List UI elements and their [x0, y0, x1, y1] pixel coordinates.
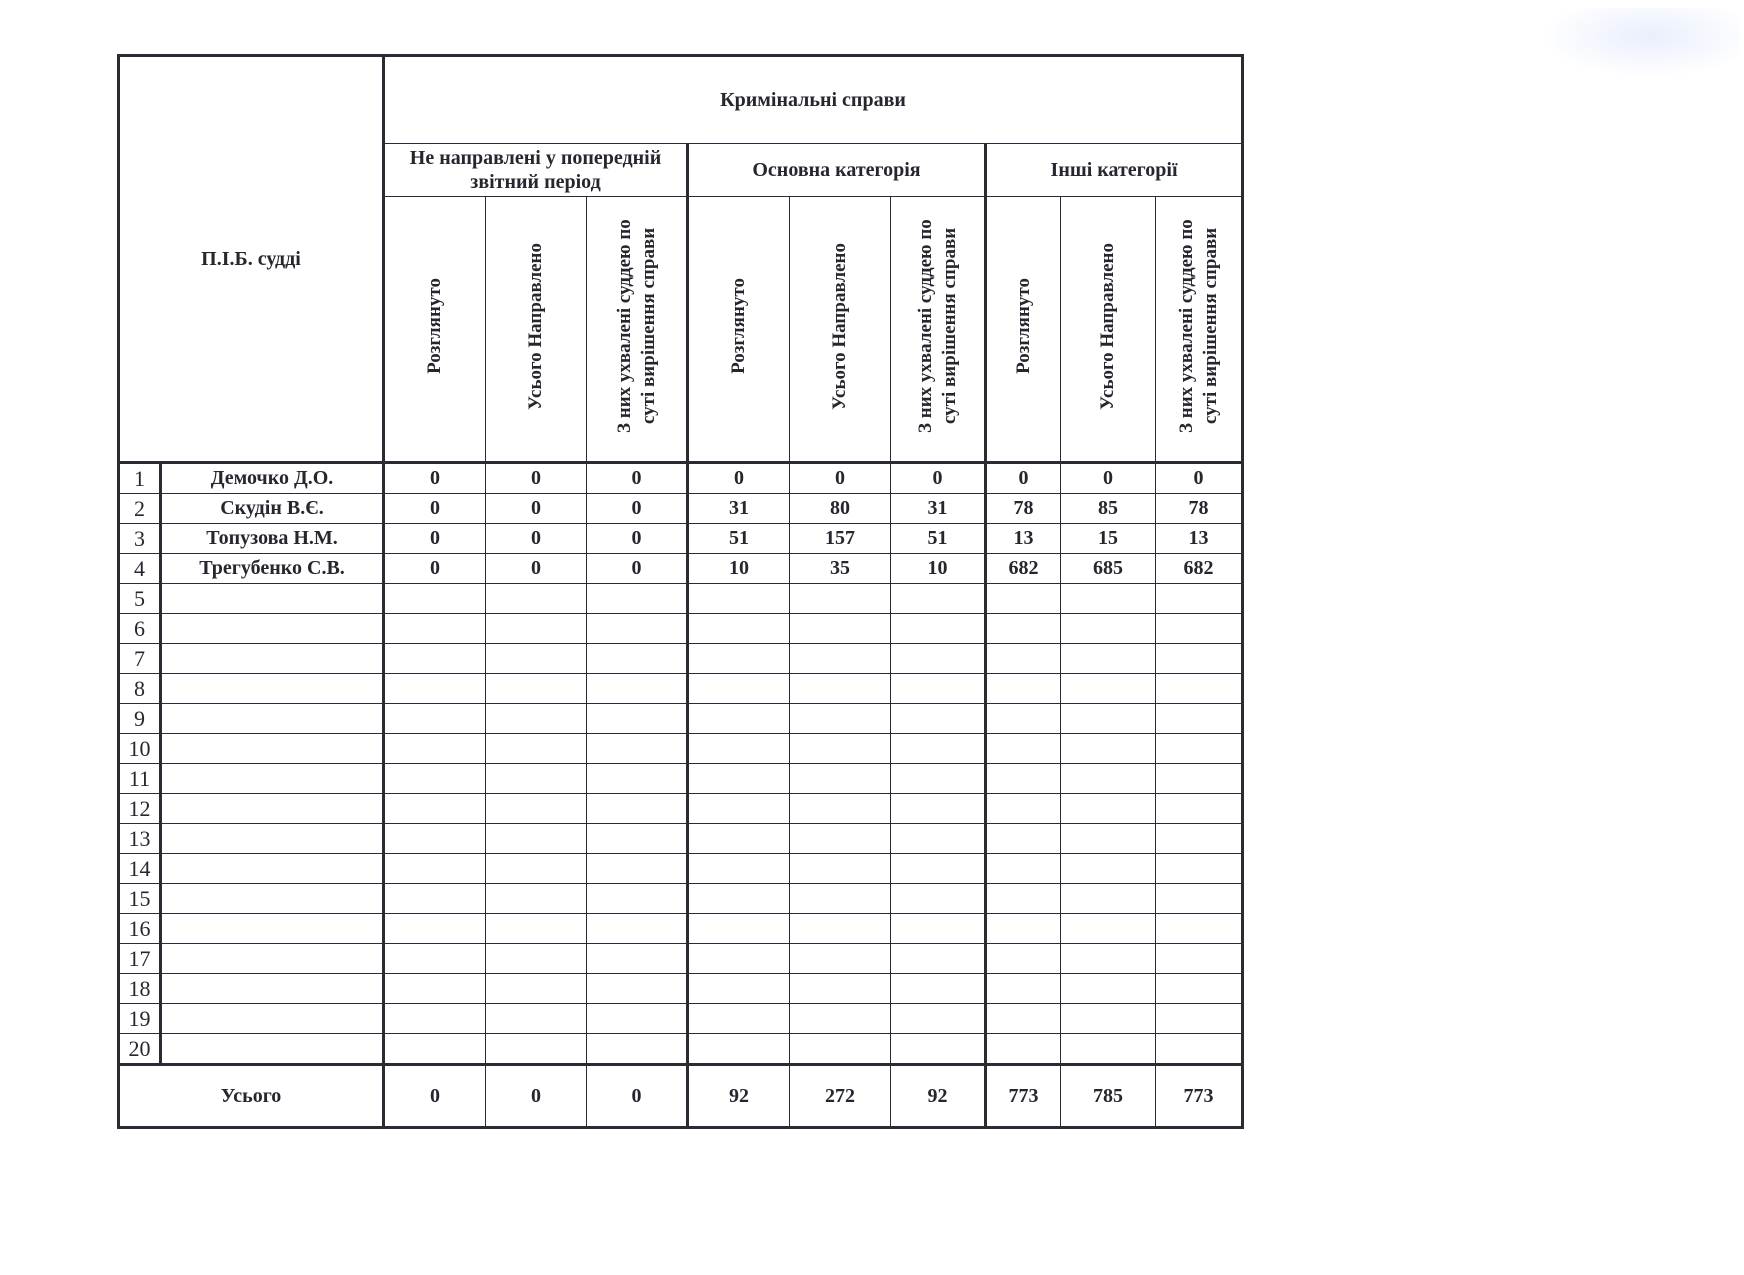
value-cell: 0 — [790, 463, 891, 494]
value-cell: 78 — [986, 494, 1061, 524]
total-value-cell: 0 — [486, 1065, 587, 1128]
total-value-cell: 272 — [790, 1065, 891, 1128]
table-row — [119, 584, 1243, 614]
value-cell: 0 — [384, 463, 486, 494]
value-cell — [688, 824, 790, 854]
value-cell — [688, 764, 790, 794]
value-cell — [986, 884, 1061, 914]
judge-name-cell — [161, 944, 384, 974]
row-number: 16 — [119, 914, 161, 944]
row-number: 15 — [119, 884, 161, 914]
value-cell — [790, 794, 891, 824]
value-cell — [688, 614, 790, 644]
value-cell: 0 — [1061, 463, 1156, 494]
subcolumn-header-label: З них ухвалені суддею по суті вирішення справи — [613, 219, 659, 433]
row-number: 1 — [119, 463, 161, 494]
value-cell — [486, 1004, 587, 1034]
scan-smudge — [1540, 8, 1740, 78]
table-row — [119, 764, 1243, 794]
total-value-cell: 92 — [688, 1065, 790, 1128]
row-number: 3 — [119, 524, 161, 554]
value-cell: 51 — [688, 524, 790, 554]
total-value-cell: 0 — [587, 1065, 688, 1128]
value-cell — [384, 764, 486, 794]
value-cell — [1156, 1034, 1243, 1065]
value-cell — [486, 644, 587, 674]
value-cell — [891, 614, 986, 644]
value-cell — [1061, 854, 1156, 884]
subcolumn-header — [790, 197, 891, 463]
total-value-cell: 0 — [384, 1065, 486, 1128]
row-number: 18 — [119, 974, 161, 1004]
value-cell — [688, 854, 790, 884]
value-cell — [587, 614, 688, 644]
value-cell — [1156, 974, 1243, 1004]
subcolumn-header-label: Розглянуто — [424, 278, 445, 374]
value-cell — [986, 644, 1061, 674]
value-cell — [587, 674, 688, 704]
value-cell — [384, 674, 486, 704]
value-cell: 80 — [790, 494, 891, 524]
value-cell — [986, 794, 1061, 824]
judge-name-column-header: П.І.Б. судді — [119, 56, 384, 463]
value-cell: 13 — [986, 524, 1061, 554]
subcolumn-header-label: З них ухвалені суддею по суті вирішення справи — [1175, 219, 1221, 433]
value-cell — [688, 584, 790, 614]
table-row — [119, 463, 1243, 494]
value-cell — [688, 944, 790, 974]
value-cell — [688, 884, 790, 914]
judge-name-cell — [161, 764, 384, 794]
value-cell — [891, 884, 986, 914]
value-cell — [587, 944, 688, 974]
value-cell: 51 — [891, 524, 986, 554]
value-cell — [986, 674, 1061, 704]
value-cell: 682 — [986, 554, 1061, 584]
row-number: 8 — [119, 674, 161, 704]
value-cell — [891, 644, 986, 674]
value-cell — [1061, 674, 1156, 704]
main-title: Кримінальні справи — [384, 56, 1243, 144]
value-cell — [1156, 644, 1243, 674]
value-cell — [986, 914, 1061, 944]
value-cell: 0 — [486, 554, 587, 584]
value-cell — [1156, 734, 1243, 764]
value-cell — [486, 944, 587, 974]
value-cell — [587, 884, 688, 914]
value-cell: 0 — [384, 554, 486, 584]
table-row — [119, 704, 1243, 734]
value-cell — [1061, 1004, 1156, 1034]
table-row — [119, 1034, 1243, 1065]
value-cell — [587, 914, 688, 944]
subcolumn-header-label: Розглянуто — [728, 278, 749, 374]
value-cell: 0 — [384, 524, 486, 554]
value-cell — [790, 1004, 891, 1034]
value-cell — [790, 674, 891, 704]
value-cell — [1156, 914, 1243, 944]
value-cell — [986, 1034, 1061, 1065]
value-cell — [790, 854, 891, 884]
value-cell: 0 — [1156, 463, 1243, 494]
value-cell — [384, 584, 486, 614]
row-number: 4 — [119, 554, 161, 584]
value-cell — [486, 674, 587, 704]
row-number: 6 — [119, 614, 161, 644]
subcolumn-header — [688, 197, 790, 463]
table-row — [119, 854, 1243, 884]
value-cell — [384, 1034, 486, 1065]
value-cell — [986, 614, 1061, 644]
table-row — [119, 644, 1243, 674]
value-cell: 85 — [1061, 494, 1156, 524]
value-cell — [688, 914, 790, 944]
judge-name-cell — [161, 734, 384, 764]
value-cell — [790, 644, 891, 674]
value-cell — [986, 764, 1061, 794]
value-cell — [486, 974, 587, 1004]
table-row — [119, 1004, 1243, 1034]
value-cell — [486, 884, 587, 914]
value-cell — [1156, 944, 1243, 974]
value-cell — [587, 764, 688, 794]
table-row — [119, 944, 1243, 974]
judge-name-cell: Трегубенко С.В. — [161, 554, 384, 584]
value-cell — [891, 674, 986, 704]
value-cell: 13 — [1156, 524, 1243, 554]
table-row — [119, 614, 1243, 644]
subcolumn-header-label: Розглянуто — [1012, 278, 1034, 374]
value-cell: 0 — [486, 524, 587, 554]
row-number: 7 — [119, 644, 161, 674]
value-cell — [587, 974, 688, 1004]
value-cell — [986, 1004, 1061, 1034]
value-cell — [587, 734, 688, 764]
value-cell — [587, 1004, 688, 1034]
value-cell — [790, 584, 891, 614]
value-cell — [688, 674, 790, 704]
value-cell: 0 — [384, 494, 486, 524]
value-cell — [891, 704, 986, 734]
group-header-not-sent-previous: Не направлені у попередній звітний період — [384, 144, 688, 197]
value-cell — [486, 614, 587, 644]
value-cell: 15 — [1061, 524, 1156, 554]
value-cell — [790, 614, 891, 644]
value-cell: 0 — [587, 463, 688, 494]
table-row — [119, 914, 1243, 944]
total-value-cell: 773 — [986, 1065, 1061, 1128]
row-number: 10 — [119, 734, 161, 764]
value-cell — [486, 854, 587, 884]
value-cell — [1061, 944, 1156, 974]
judge-name-cell — [161, 674, 384, 704]
value-cell — [384, 854, 486, 884]
value-cell — [1156, 584, 1243, 614]
judge-name-cell — [161, 914, 384, 944]
value-cell: 0 — [688, 463, 790, 494]
value-cell — [688, 644, 790, 674]
value-cell — [790, 974, 891, 1004]
value-cell — [790, 734, 891, 764]
value-cell: 0 — [891, 463, 986, 494]
value-cell — [1061, 764, 1156, 794]
value-cell — [486, 824, 587, 854]
judge-name-cell — [161, 1034, 384, 1065]
value-cell: 0 — [587, 494, 688, 524]
subcolumn-header — [587, 197, 688, 463]
value-cell — [486, 914, 587, 944]
value-cell — [891, 824, 986, 854]
value-cell — [587, 854, 688, 884]
total-label: Усього — [119, 1065, 384, 1128]
value-cell — [587, 584, 688, 614]
judge-name-cell — [161, 794, 384, 824]
value-cell: 0 — [587, 554, 688, 584]
value-cell — [384, 644, 486, 674]
judge-name-cell: Скудін В.Є. — [161, 494, 384, 524]
judge-name-cell: Демочко Д.О. — [161, 463, 384, 494]
value-cell — [891, 854, 986, 884]
value-cell — [384, 974, 486, 1004]
value-cell — [986, 704, 1061, 734]
value-cell: 685 — [1061, 554, 1156, 584]
value-cell — [790, 764, 891, 794]
value-cell — [1061, 704, 1156, 734]
table-row — [119, 674, 1243, 704]
value-cell: 10 — [688, 554, 790, 584]
value-cell — [1156, 794, 1243, 824]
value-cell — [587, 824, 688, 854]
subcolumn-header-label: Усього Направлено — [829, 242, 850, 410]
total-value-cell: 773 — [1156, 1065, 1243, 1128]
value-cell — [1156, 854, 1243, 884]
subcolumn-header — [384, 197, 486, 463]
row-number: 19 — [119, 1004, 161, 1034]
value-cell: 31 — [688, 494, 790, 524]
value-cell — [790, 704, 891, 734]
value-cell — [384, 944, 486, 974]
value-cell — [1061, 584, 1156, 614]
value-cell — [486, 704, 587, 734]
value-cell — [790, 884, 891, 914]
row-number: 14 — [119, 854, 161, 884]
value-cell — [891, 974, 986, 1004]
value-cell — [486, 584, 587, 614]
value-cell — [384, 1004, 486, 1034]
row-number: 11 — [119, 764, 161, 794]
subcolumn-header — [891, 197, 986, 463]
value-cell — [1156, 764, 1243, 794]
value-cell — [688, 734, 790, 764]
table-row — [119, 824, 1243, 854]
group-header-main-category: Основна категорія — [688, 144, 986, 197]
table-row — [119, 794, 1243, 824]
table-row — [119, 884, 1243, 914]
criminal-cases-report-table — [117, 54, 1244, 1129]
value-cell — [1061, 1034, 1156, 1065]
value-cell: 157 — [790, 524, 891, 554]
value-cell — [1061, 794, 1156, 824]
table-row — [119, 734, 1243, 764]
row-number: 13 — [119, 824, 161, 854]
value-cell — [688, 974, 790, 1004]
value-cell — [1156, 824, 1243, 854]
value-cell — [986, 974, 1061, 1004]
value-cell — [486, 764, 587, 794]
value-cell — [986, 854, 1061, 884]
row-number: 5 — [119, 584, 161, 614]
value-cell — [384, 794, 486, 824]
value-cell — [986, 584, 1061, 614]
value-cell — [688, 704, 790, 734]
value-cell — [1061, 824, 1156, 854]
value-cell — [1061, 614, 1156, 644]
row-number: 2 — [119, 494, 161, 524]
subcolumn-header-label: Усього Направлено — [1097, 242, 1118, 410]
row-number: 17 — [119, 944, 161, 974]
value-cell — [384, 704, 486, 734]
value-cell — [486, 734, 587, 764]
judge-name-cell — [161, 974, 384, 1004]
value-cell — [891, 794, 986, 824]
value-cell: 78 — [1156, 494, 1243, 524]
value-cell: 0 — [486, 463, 587, 494]
value-cell — [986, 944, 1061, 974]
judge-name-cell — [161, 614, 384, 644]
value-cell — [790, 824, 891, 854]
value-cell — [790, 1034, 891, 1065]
value-cell: 0 — [986, 463, 1061, 494]
group-header-other-categories: Інші категорії — [986, 144, 1243, 197]
judge-name-cell — [161, 584, 384, 614]
value-cell — [587, 704, 688, 734]
value-cell — [891, 914, 986, 944]
judge-name-cell — [161, 884, 384, 914]
row-number: 20 — [119, 1034, 161, 1065]
judge-name-cell — [161, 644, 384, 674]
value-cell — [486, 1034, 587, 1065]
table-row — [119, 554, 1243, 584]
value-cell — [891, 1034, 986, 1065]
value-cell: 31 — [891, 494, 986, 524]
value-cell — [1061, 884, 1156, 914]
subcolumn-header-label: Усього Направлено — [525, 242, 546, 410]
value-cell — [1061, 914, 1156, 944]
value-cell — [1156, 614, 1243, 644]
judge-name-cell: Топузова Н.М. — [161, 524, 384, 554]
value-cell — [1156, 704, 1243, 734]
value-cell: 35 — [790, 554, 891, 584]
value-cell: 10 — [891, 554, 986, 584]
subcolumn-header — [1061, 197, 1156, 463]
value-cell — [986, 734, 1061, 764]
value-cell — [891, 734, 986, 764]
row-number: 9 — [119, 704, 161, 734]
judge-name-cell — [161, 1004, 384, 1034]
value-cell — [891, 1004, 986, 1034]
value-cell — [1156, 1004, 1243, 1034]
value-cell — [384, 914, 486, 944]
value-cell — [486, 794, 587, 824]
subcolumn-header-label: З них ухвалені суддею по суті вирішення справи — [914, 219, 960, 433]
value-cell — [1156, 674, 1243, 704]
value-cell — [384, 734, 486, 764]
value-cell — [587, 794, 688, 824]
value-cell: 0 — [486, 494, 587, 524]
value-cell — [1061, 734, 1156, 764]
row-number: 12 — [119, 794, 161, 824]
total-value-cell: 785 — [1061, 1065, 1156, 1128]
value-cell — [688, 1004, 790, 1034]
table-row — [119, 974, 1243, 1004]
judge-name-cell — [161, 824, 384, 854]
value-cell — [1156, 884, 1243, 914]
subcolumn-header — [486, 197, 587, 463]
value-cell — [384, 614, 486, 644]
value-cell — [384, 824, 486, 854]
table-row — [119, 494, 1243, 524]
value-cell — [1061, 974, 1156, 1004]
total-value-cell: 92 — [891, 1065, 986, 1128]
value-cell — [1061, 644, 1156, 674]
value-cell — [790, 944, 891, 974]
value-cell — [587, 1034, 688, 1065]
value-cell: 0 — [587, 524, 688, 554]
value-cell — [688, 1034, 790, 1065]
value-cell — [790, 914, 891, 944]
value-cell: 682 — [1156, 554, 1243, 584]
subcolumn-header — [986, 197, 1061, 463]
subcolumn-header — [1156, 197, 1243, 463]
table-row — [119, 524, 1243, 554]
value-cell — [891, 764, 986, 794]
judge-name-cell — [161, 854, 384, 884]
value-cell — [891, 944, 986, 974]
value-cell — [891, 584, 986, 614]
value-cell — [688, 794, 790, 824]
value-cell — [587, 644, 688, 674]
value-cell — [384, 884, 486, 914]
value-cell — [986, 824, 1061, 854]
judge-name-cell — [161, 704, 384, 734]
